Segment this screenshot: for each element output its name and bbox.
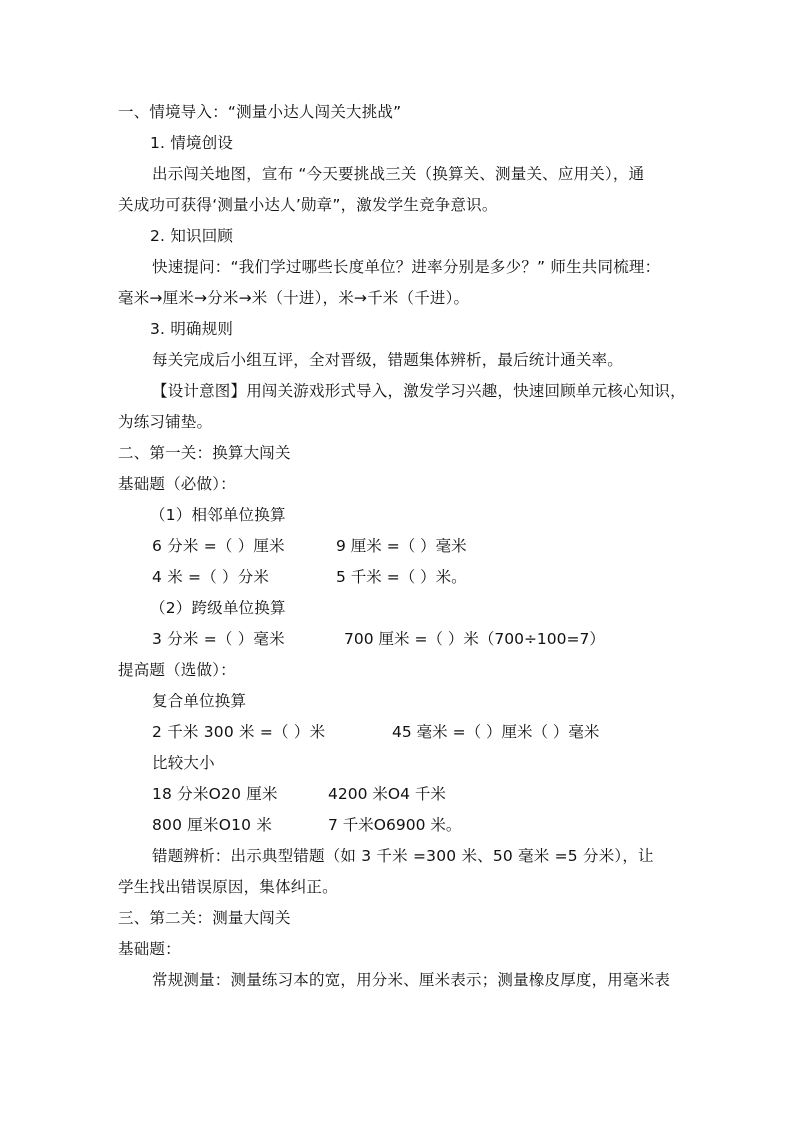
- paragraph-line: 出示闯关地图，宣布 “今天要挑战三关（换算关、测量关、应用关），通: [152, 165, 645, 183]
- exercise-subheading: 比较大小: [152, 754, 215, 772]
- exercise-item: 5 千米 =（ ）米。: [336, 568, 467, 586]
- basic-questions-label: 基础题（必做）：: [118, 475, 236, 493]
- exercise-subheading: （1）相邻单位换算: [150, 506, 286, 524]
- paragraph-line: 为练习铺垫。: [118, 413, 213, 431]
- exercise-item: 6 分米 =（ ）厘米: [152, 537, 285, 555]
- paragraph-line: 毫米→厘米→分米→米（十进），米→千米（千进）。: [118, 289, 470, 307]
- exercise-item: 3 分米 =（ ）毫米: [152, 630, 285, 648]
- subheading-scenario: 1. 情境创设: [150, 134, 234, 152]
- exercise-item: 9 厘米 =（ ）毫米: [336, 537, 467, 555]
- design-intent-line: 【设计意图】用闯关游戏形式导入，激发学习兴趣，快速回顾单元核心知识，: [152, 382, 686, 400]
- comparison-item: 4200 米O4 千米: [328, 785, 446, 803]
- basic-questions-label: 基础题：: [118, 940, 181, 958]
- paragraph-line: 错题辨析：出示典型错题（如 3 千米 =300 米、50 毫米 =5 分米），让: [152, 847, 654, 865]
- paragraph-line: 每关完成后小组互评，全对晋级，错题集体辨析，最后统计通关率。: [152, 351, 624, 369]
- paragraph-line: 常规测量：测量练习本的宽，用分米、厘米表示；测量橡皮厚度，用毫米表: [152, 971, 671, 989]
- section-2-heading: 二、第一关：换算大闯关: [118, 444, 291, 462]
- exercise-item: 2 千米 300 米 =（ ）米: [152, 723, 326, 741]
- advanced-questions-label: 提高题（选做）：: [118, 661, 236, 679]
- exercise-item: 4 米 =（ ）分米: [152, 568, 270, 586]
- subheading-review: 2. 知识回顾: [150, 227, 234, 245]
- exercise-item: 700 厘米 =（ ）米（700÷100=7）: [344, 630, 605, 648]
- comparison-item: 7 千米O6900 米。: [328, 816, 462, 834]
- paragraph-line: 快速提问：“我们学过哪些长度单位？进率分别是多少？” 师生共同梳理：: [152, 258, 661, 276]
- exercise-subheading: 复合单位换算: [152, 692, 247, 710]
- paragraph-line: 关成功可获得‘测量小达人’勋章”，激发学生竞争意识。: [118, 196, 498, 214]
- section-3-heading: 三、第二关：测量大闯关: [118, 909, 291, 927]
- comparison-item: 800 厘米O10 米: [152, 816, 273, 834]
- comparison-item: 18 分米O20 厘米: [152, 785, 278, 803]
- section-1-heading: 一、情境导入：“测量小达人闯关大挑战”: [118, 103, 402, 121]
- exercise-item: 45 毫米 =（ ）厘米（ ）毫米: [392, 723, 600, 741]
- paragraph-line: 学生找出错误原因，集体纠正。: [118, 878, 338, 896]
- subheading-rules: 3. 明确规则: [150, 320, 234, 338]
- exercise-subheading: （2）跨级单位换算: [150, 599, 286, 617]
